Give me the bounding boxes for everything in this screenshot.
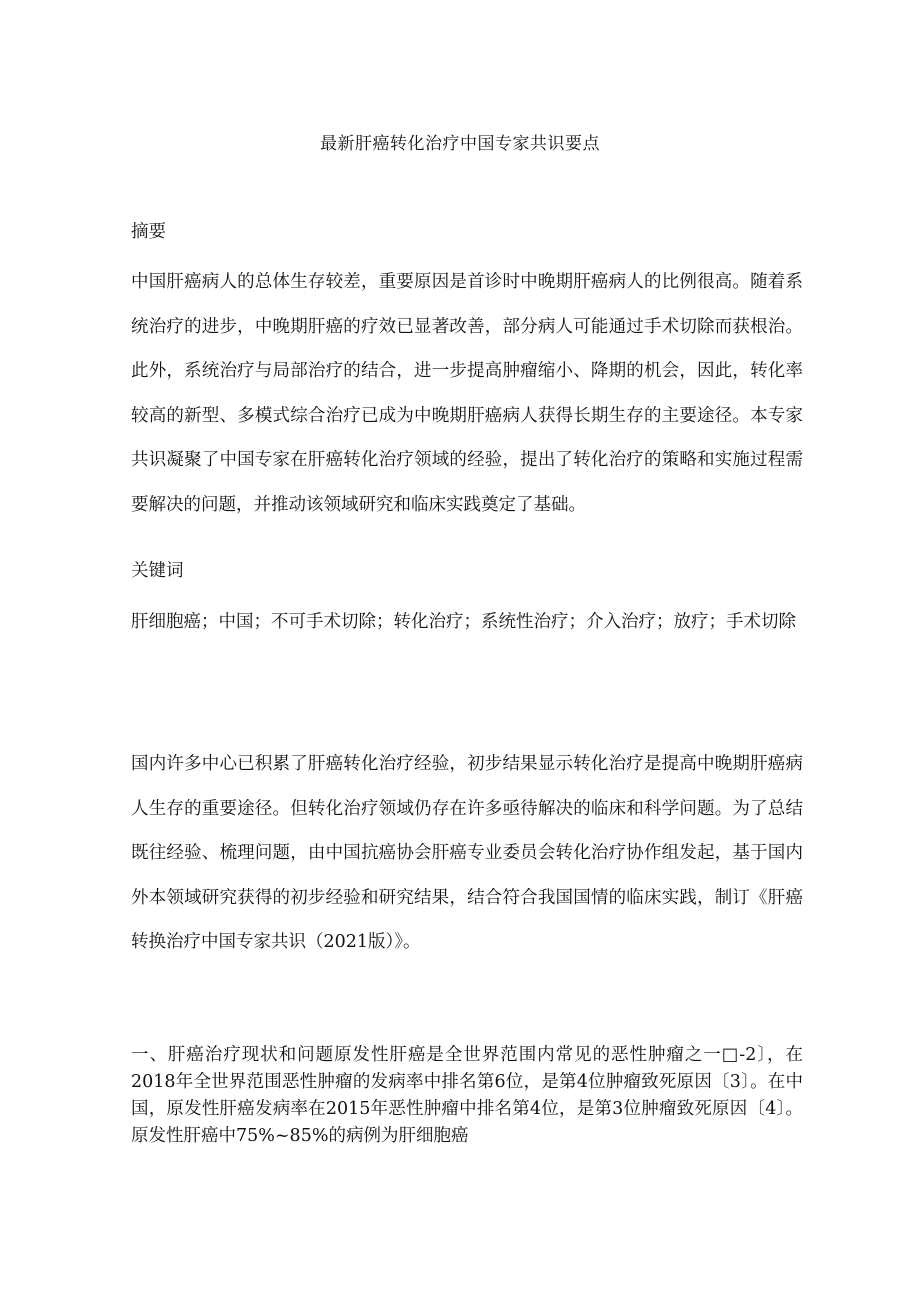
intro-paragraph: 国内许多中心已积累了肝癌转化治疗经验，初步结果显示转化治疗是提高中晚期肝癌病人生存的重要途径。但转化治疗领域仍存在许多亟待解决的临床和科学问题。为了总结既往经验、梳理问题，由中国抗癌协会肝癌专业委员会转化治疗协作组发起，基于国内外本领域研究获得的初步经验和研究结果，结合符合我国国情的临床实践，制订《肝癌转换治疗中国专家共识（2021版）》。 [131,754,803,952]
abstract-paragraph: 中国肝癌病人的总体生存较差，重要原因是首诊时中晚期肝癌病人的比例很高。随着系统治疗的进步，中晚期肝癌的疗效已显著改善，部分病人可能通过手术切除而获根治。此外，系统治疗与局部治疗的结合，进一步提高肿瘤缩小、降期的机会，因此，转化率较高的新型、多模式综合治疗已成为中晚期肝癌病人获得长期生存的主要途径。本专家共识凝聚了中国专家在肝癌转化治疗领域的经验，提出了转化治疗的策略和实施过程需要解决的问题，并推动该领域研究和临床实践奠定了基础。 [131,272,803,515]
abstract-heading: 摘要 [131,222,166,242]
keywords-heading: 关键词 [131,561,184,581]
keywords-paragraph: 肝细胞癌；中国；不可手术切除；转化治疗；系统性治疗；介入治疗；放疗；手术切除 [131,612,796,632]
document-title: 最新肝癌转化治疗中国专家共识要点 [320,134,600,154]
section-1-paragraph: 一、肝癌治疗现状和问题原发性肝癌是全世界范围内常见的恶性肿瘤之一□-2〕，在2018年全世界范围恶性肿瘤的发病率中排名第6位，是第4位肿瘤致死原因〔3〕。在中国，原发性肝癌发病率在2015年恶性肿瘤中排名第4位，是第3位肿瘤致死原因〔4〕。原发性肝癌中75%~85%的病例为肝细胞癌 [131,1045,803,1146]
